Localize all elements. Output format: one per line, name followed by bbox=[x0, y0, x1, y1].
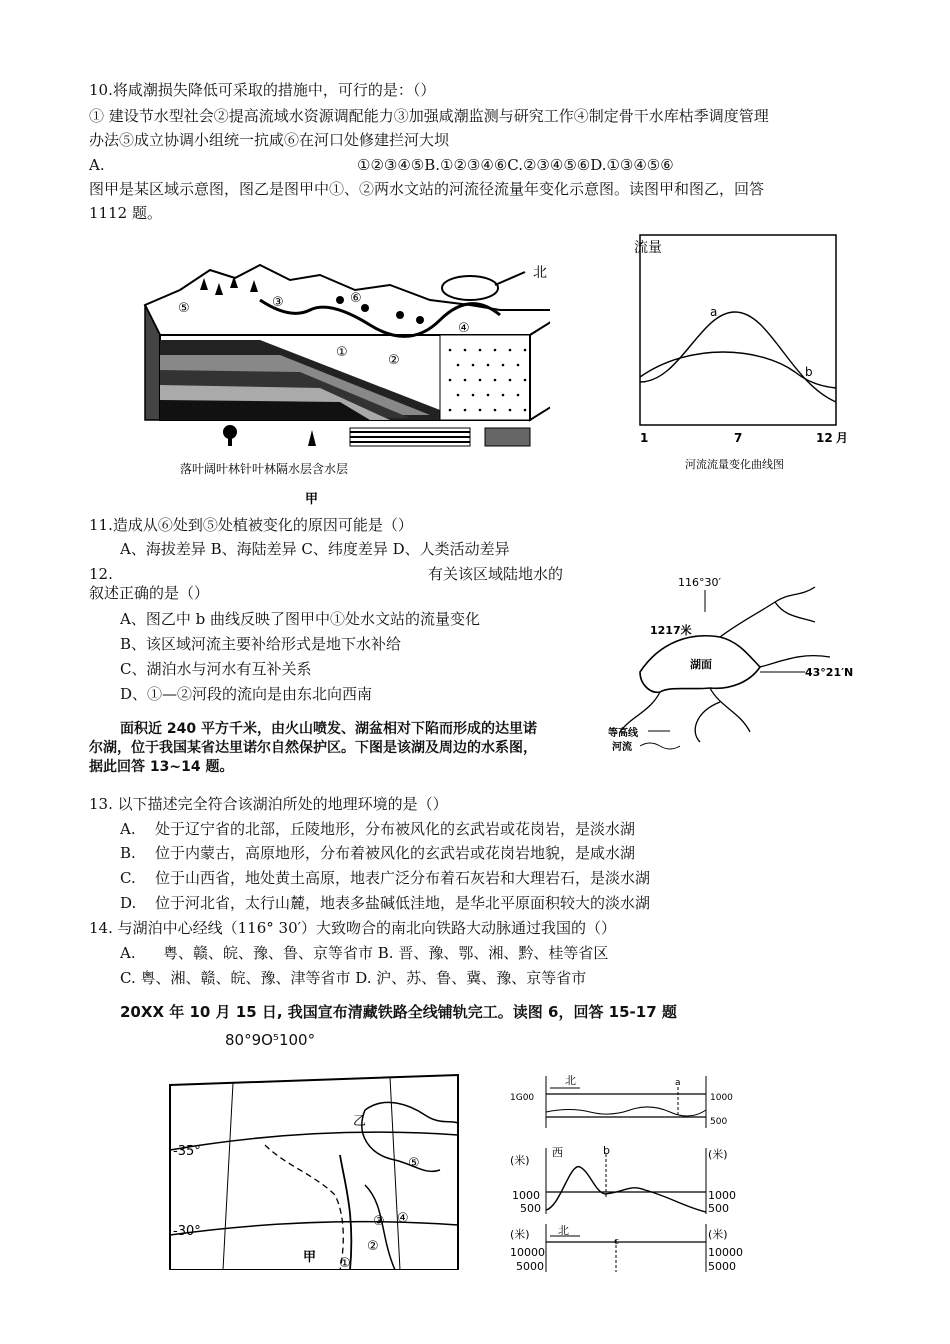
marker-3: ③ bbox=[272, 295, 284, 310]
q11-stem: 11.造成从⑥处到⑤处植被变化的原因可能是（） bbox=[89, 516, 413, 534]
q13-opt-b-label: B. bbox=[120, 844, 136, 862]
lake-map-legend2: 河流 bbox=[612, 742, 632, 753]
q10-options-line1: ① 建设节水型社会②提高流域水资源调配能力③加强咸潮监测与研究工作④制定骨干水库枯季调度管理 bbox=[89, 107, 769, 125]
q13-opt-c-label: C. bbox=[120, 869, 136, 887]
map-marker-4: ④ bbox=[397, 1211, 409, 1226]
lake-map-lat: 43°21′N bbox=[805, 666, 854, 679]
p2-l1000: 1000 bbox=[512, 1189, 540, 1202]
p2-r1000: 1000 bbox=[708, 1189, 736, 1202]
p1-north: 北 bbox=[565, 1074, 576, 1087]
lat-35: -35° bbox=[173, 1144, 201, 1159]
q14-opt-line1-label: A. bbox=[120, 944, 136, 962]
q14-opt-line2: C. 粤、湘、赣、皖、豫、津等省市 D. 沪、苏、鲁、冀、豫、京等省市 bbox=[120, 969, 587, 987]
intro-13-14-line2: 尔湖，位于我国某省达里诺尔自然保护区。下图是该湖及周边的水系图， bbox=[89, 740, 537, 756]
q12-stem-right: 有关该区域陆地水的 bbox=[428, 565, 564, 583]
intro-15-17-line1: 20XX 年 10 月 15 日, 我国宣布清藏铁路全线铺轨完工。读图 6，回答 15-17 题 bbox=[120, 1003, 677, 1021]
marker-2: ② bbox=[388, 353, 400, 368]
curve-a-label: a bbox=[710, 305, 718, 319]
intro-13-14-line1: 面积近 240 平方千米，由火山喷发、湖盆相对下陷而形成的达里诺 bbox=[120, 721, 537, 737]
curve-b-label: b bbox=[805, 365, 813, 379]
marker-4: ④ bbox=[458, 321, 470, 336]
legend-symbols bbox=[223, 425, 530, 446]
intro-11-12-line1: 图甲是某区域示意图，图乙是图甲中①、②两水文站的河流径流量年变化示意图。读图甲和图乙，回答 bbox=[89, 180, 765, 198]
q12-opt-d: D、①—②河段的流向是由东北向西南 bbox=[120, 685, 373, 703]
p3-l10000: 10000 bbox=[510, 1246, 545, 1259]
q12-opt-b: B、该区域河流主要补给形式是地下水补给 bbox=[120, 635, 402, 653]
q12-opt-c: C、湖泊水与河水有互补关系 bbox=[120, 660, 312, 678]
p3-r10000: 10000 bbox=[708, 1246, 743, 1259]
p3-l5000: 5000 bbox=[516, 1260, 544, 1272]
intro-13-14-line3: 据此回答 13~14 题。 bbox=[89, 759, 234, 775]
q14-opt-line1: 粤、赣、皖、豫、鲁、京等省市 B. 晋、豫、鄂、湘、黔、桂等省区 bbox=[163, 944, 609, 962]
figure-yi bbox=[630, 232, 860, 472]
lake-map-elev: 1217米 bbox=[650, 624, 692, 637]
p2-point: b bbox=[603, 1144, 610, 1157]
figure-jia bbox=[140, 260, 550, 510]
marker-5: ⑤ bbox=[178, 301, 190, 316]
x-unit: 月 bbox=[836, 431, 849, 445]
p2-unit-left: (米) bbox=[510, 1154, 530, 1167]
q10-options-line2: 办法⑤成立协调小组统一抗咸⑥在河口处修建拦河大坝 bbox=[89, 131, 450, 149]
q13-opt-a-label: A. bbox=[120, 820, 136, 838]
lake-map-lon: 116°30′ bbox=[678, 576, 721, 589]
q12-opt-a: A、图乙中 b 曲线反映了图甲中①处水文站的流量变化 bbox=[120, 610, 480, 628]
p3-point: c bbox=[614, 1237, 619, 1247]
p2-l500: 500 bbox=[520, 1202, 541, 1215]
q14-stem: 14. 与湖泊中心经线（116° 30′）大致吻合的南北向铁路大动脉通过我国的（） bbox=[89, 919, 617, 937]
lake-map bbox=[600, 572, 870, 762]
q13-opt-d: 位于河北省，太行山麓，地表多盐碱低洼地，是华北平原面积较大的淡水湖 bbox=[155, 894, 651, 912]
p1-left: 1G00 bbox=[510, 1093, 535, 1103]
p3-north: 北 bbox=[558, 1224, 569, 1237]
x-tick-7: 7 bbox=[734, 431, 743, 445]
p2-unit-right: (米) bbox=[708, 1148, 728, 1161]
q12-stem-cont: 叙述正确的是（） bbox=[89, 584, 210, 602]
map-yi: 乙 bbox=[353, 1114, 367, 1129]
map-marker-2: ② bbox=[367, 1239, 379, 1254]
north-label: 北 bbox=[533, 265, 547, 281]
intro-11-12-line2: 1112 题。 bbox=[89, 204, 162, 222]
x-tick-12: 12 bbox=[816, 431, 833, 445]
map-marker-1: ① bbox=[339, 1256, 351, 1270]
x-tick-1: 1 bbox=[640, 431, 649, 445]
figure-jia-label: 甲 bbox=[305, 492, 319, 507]
intro-15-17-lon-labels: 80°9O⁵100° bbox=[225, 1031, 316, 1049]
figure-yi-ylabel: 流量 bbox=[634, 240, 662, 256]
q13-opt-a: 处于辽宁省的北部，丘陵地形，分布被风化的玄武岩或花岗岩，是淡水湖 bbox=[155, 820, 636, 838]
map-marker-3: ③ bbox=[373, 1214, 385, 1229]
q10-answer-a: A. bbox=[89, 156, 105, 174]
lake-map-legend1: 等高线 bbox=[608, 728, 638, 739]
q13-opt-d-label: D. bbox=[120, 894, 137, 912]
p3-unit-left: (米) bbox=[510, 1228, 530, 1241]
marker-6: ⑥ bbox=[350, 291, 362, 306]
map-marker-5: ⑤ bbox=[408, 1156, 420, 1171]
profiles bbox=[510, 1072, 760, 1272]
p2-west: 西 bbox=[552, 1146, 563, 1159]
p1-r500: 500 bbox=[710, 1117, 728, 1127]
q13-opt-b: 位于内蒙古，高原地形，分布着被风化的玄武岩或花岗岩地貌，是咸水湖 bbox=[155, 844, 636, 862]
p3-r5000: 5000 bbox=[708, 1260, 736, 1272]
q13-opt-c: 位于山西省，地处黄土高原，地表广泛分布着石灰岩和大理岩石，是淡水湖 bbox=[155, 869, 651, 887]
map-jia: 甲 bbox=[303, 1250, 317, 1265]
q11-options: A、海拔差异 B、海陆差异 C、纬度差异 D、人类活动差异 bbox=[120, 540, 510, 558]
p1-point: a bbox=[675, 1078, 681, 1088]
lat-30: -30° bbox=[173, 1224, 201, 1239]
figure-yi-caption: 河流流量变化曲线图 bbox=[685, 458, 784, 471]
figure6-map bbox=[165, 1065, 465, 1270]
q10-stem: 10.将咸潮损失降低可采取的措施中，可行的是：（） bbox=[89, 81, 436, 99]
lake-map-lake: 湖面 bbox=[690, 658, 712, 671]
q10-answer-choices: ①②③④⑤B.①②③④⑥C.②③④⑤⑥D.①③④⑤⑥ bbox=[357, 156, 674, 174]
p2-r500: 500 bbox=[708, 1202, 729, 1215]
q12-num: 12. bbox=[89, 565, 113, 583]
legend-caption: 落叶阔叶林针叶林隔水层含水层 bbox=[180, 462, 349, 476]
p1-right: 1000 bbox=[710, 1093, 733, 1103]
p3-unit-right: (米) bbox=[708, 1228, 728, 1241]
marker-1: ① bbox=[336, 345, 348, 360]
q13-stem: 13. 以下描述完全符合该湖泊所处的地理环境的是（） bbox=[89, 795, 448, 813]
